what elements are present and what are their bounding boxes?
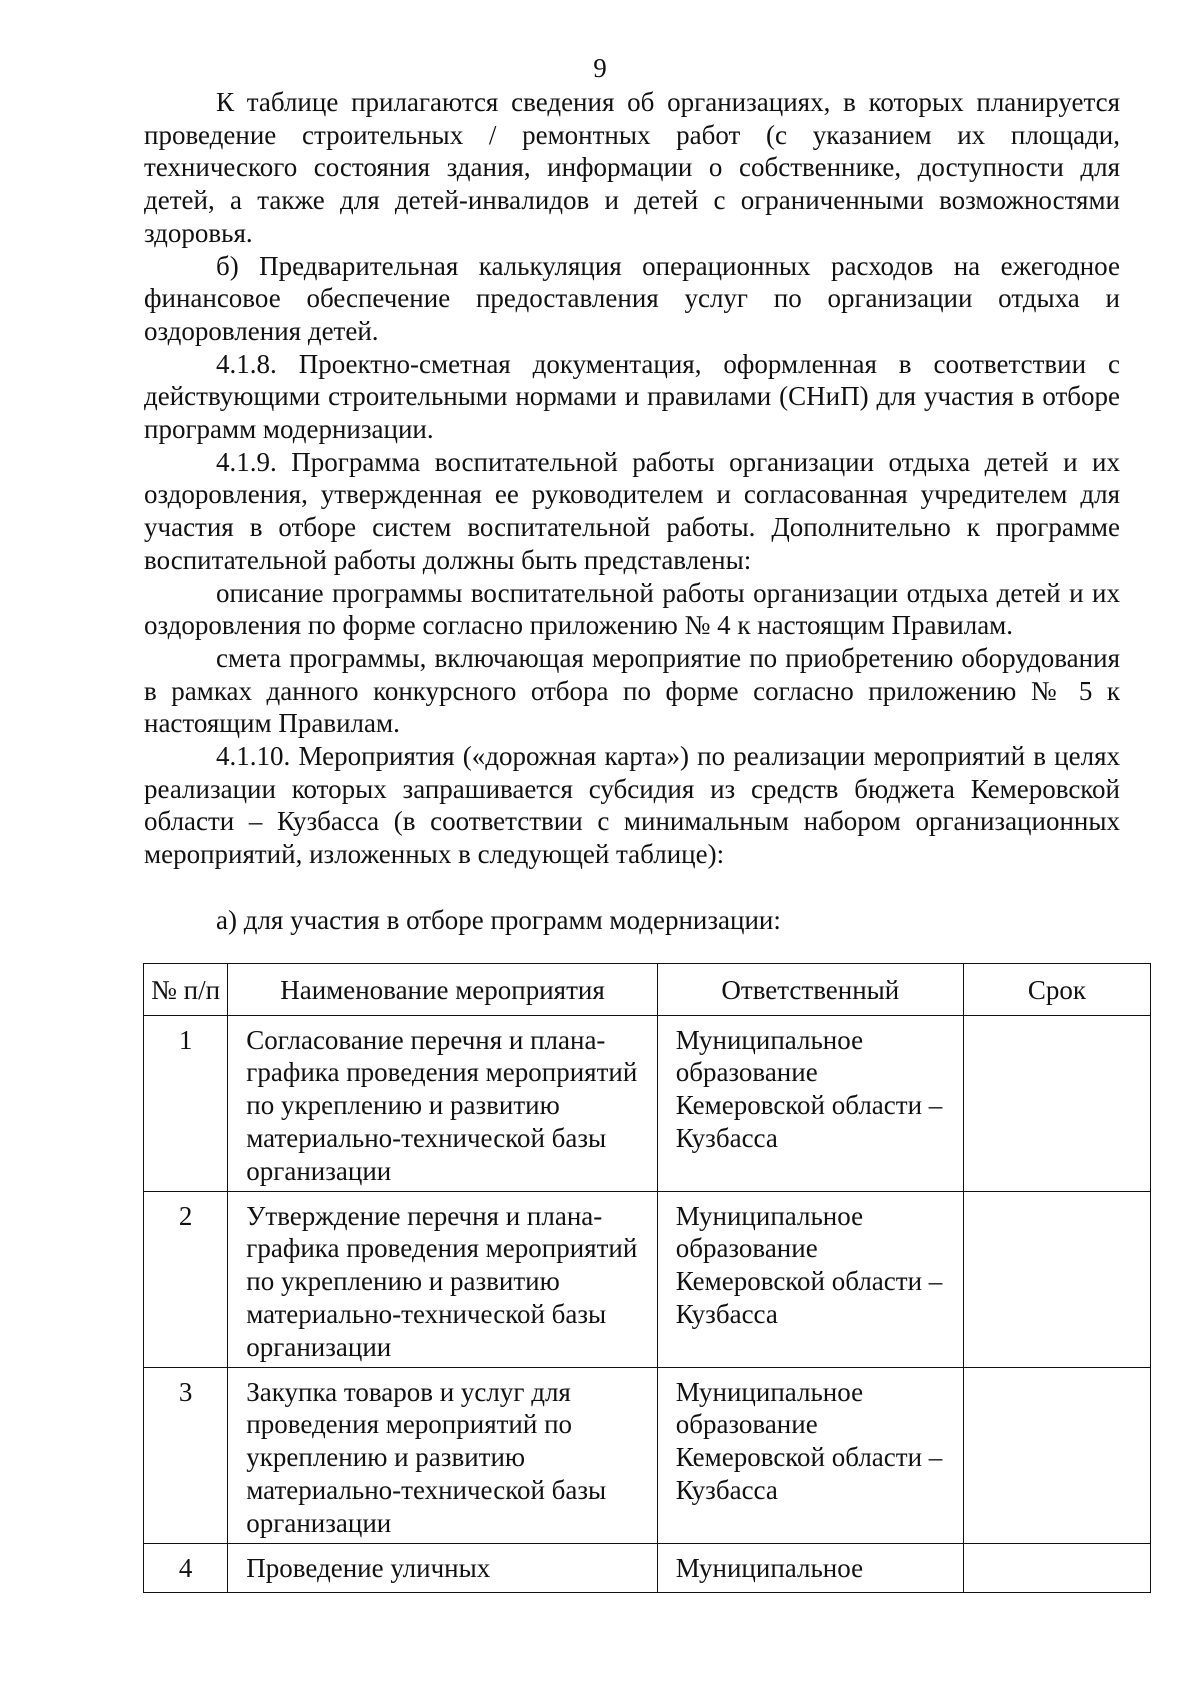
row-event-name: Закупка товаров и услуг для проведения мероприятий по укреплению и развитию материально-технической базы организации: [228, 1367, 657, 1543]
row-responsible: Муниципальное образование Кемеровской области – Кузбасса: [657, 1191, 963, 1367]
row-number: 3: [144, 1367, 228, 1543]
header-responsible: Ответственный: [657, 964, 963, 1016]
table-row: [144, 1015, 1151, 1191]
table-row: [144, 1367, 1151, 1543]
table-header-row: [144, 964, 1151, 1016]
row-number: 1: [144, 1015, 228, 1191]
row-event-name: Утверждение перечня и плана-графика проведения мероприятий по укреплению и развитию материально-технической базы организации: [228, 1191, 657, 1367]
paragraph-attachment-info: К таблице прилагаются сведения об организациях, в которых планируется проведение строительных / ремонтных работ (с указанием их площади, технического состояния здания, информации о собственнике, доступности для детей, а также для детей-инвалидов и детей с ограниченными возможностями здоровья.: [144, 87, 1120, 248]
table-subheading: а) для участия в отборе программ модернизации:: [216, 904, 781, 935]
table-row: [144, 1543, 1151, 1592]
row-term: [963, 1367, 1150, 1543]
header-event-name: Наименование мероприятия: [228, 964, 657, 1016]
row-term: [963, 1015, 1150, 1191]
paragraph-4-1-9: 4.1.9. Программа воспитательной работы организации отдыха детей и их оздоровления, утвержденная ее руководителем и согласованная учредителем для участия в отборе систем воспитательной работы. Дополнительно к программе воспитательной работы должны быть представлены:: [144, 446, 1120, 575]
row-number: 2: [144, 1191, 228, 1367]
row-responsible: Муниципальное образование Кемеровской области – Кузбасса: [657, 1367, 963, 1543]
events-table: [143, 963, 1151, 1593]
paragraph-4-1-8: 4.1.8. Проектно-сметная документация, оформленная в соответствии с действующими строительными нормами и правилами (СНиП) для участия в отборе программ модернизации.: [144, 348, 1120, 445]
header-term: Срок: [963, 964, 1150, 1016]
table-row: [144, 1191, 1151, 1367]
row-event-name: Согласование перечня и плана-графика проведения мероприятий по укреплению и развитию материально-технической базы организации: [228, 1015, 657, 1191]
row-responsible: Муниципальное образование Кемеровской области – Кузбасса: [657, 1015, 963, 1191]
paragraph-4-1-10: 4.1.10. Мероприятия («дорожная карта») по реализации мероприятий в целях реализации которых запрашивается субсидия из средств бюджета Кемеровской области – Кузбасса (в соответствии с минимальным набором организационных мероприятий, изложенных в следующей таблице):: [144, 741, 1120, 870]
document-body: [144, 86, 1120, 937]
paragraph-program-description: описание программы воспитательной работы организации отдыха детей и их оздоровления по форме согласно приложению № 4 к настоящим Правилам.: [144, 577, 1120, 641]
row-number: 4: [144, 1543, 228, 1592]
page-number: 9: [593, 53, 607, 83]
row-term: [963, 1191, 1150, 1367]
row-event-name: Проведение уличных: [228, 1543, 657, 1592]
row-responsible: Муниципальное: [657, 1543, 963, 1592]
header-number: № п/п: [144, 964, 228, 1016]
paragraph-cost-estimate: б) Предварительная калькуляция операционных расходов на ежегодное финансовое обеспечение предоставления услуг по организации отдыха и оздоровления детей.: [144, 250, 1120, 346]
row-term: [963, 1543, 1150, 1592]
paragraph-program-estimate: смета программы, включающая мероприятие по приобретению оборудования в рамках данного конкурсного отбора по форме согласно приложению № 5 к настоящим Правилам.: [144, 642, 1120, 739]
